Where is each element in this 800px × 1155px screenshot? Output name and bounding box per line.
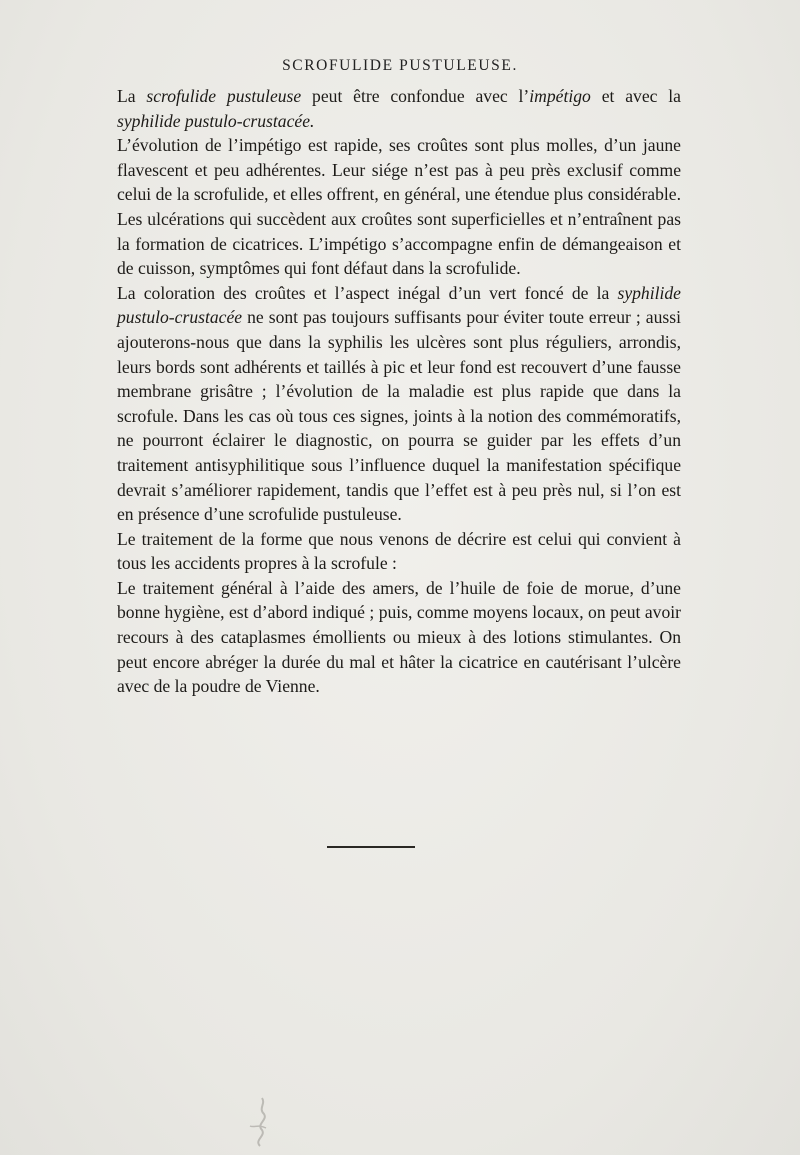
section-heading: SCROFULIDE PUSTULEUSE.	[282, 57, 518, 74]
text-run: Le traitement de la forme que nous venons de décrire est celui qui convient à tous les accidents propres à la scrofule :	[117, 528, 681, 574]
italic-text-run: scrofulide pustuleuse	[146, 86, 302, 106]
paragraph	[117, 527, 681, 576]
italic-text-run: syphilide pustulo-crustacée	[117, 282, 681, 328]
ink-smudge-mark	[232, 1090, 292, 1150]
paragraph	[117, 133, 681, 281]
text-run: La	[117, 86, 147, 106]
paragraph	[117, 576, 681, 699]
text-run: L’évolution de l’impétigo est rapide, ses croûtes sont plus molles, d’un jaune flavescent et peu adhérentes. Leur siége n’est pas à peu près exclusif comme celui de la scrofulide, et elles offrent, en général, une étendue plus considérable. Les ulcérations qui succèdent aux croûtes sont superficielles et n’entraînent pas la formation de cicatrices. L’impétigo s’accompagne enfin de démangeaison et de cuisson, symptômes qui font défaut dans la scrofulide.	[117, 135, 681, 279]
paragraph	[117, 84, 681, 133]
text-run: La coloration des croûtes et l’aspect inégal d’un vert foncé de la	[117, 282, 618, 303]
text-run: ne sont pas toujours suffisants pour éviter toute erreur ; aussi ajouterons-nous que dans la syphilis les ulcères sont plus réguliers, arrondis, leurs bords sont adhérents et taillés à pic et leur fond est recouvert d’une fausse membrane grisâtre ; l’évolution de la maladie est plus rapide que dans la scrofule. Dans les cas où tous ces signes, joints à la notion des commémoratifs, ne pourront éclairer le diagnostic, on pourra se guider par les effets d’un traitement antisyphilitique sous l’influence duquel la manifestation spécifique devrait s’améliorer rapidement, tandis que l’effet est à peu près nul, si l’on est en présence d’une scrofulide pustuleuse.	[117, 307, 681, 525]
text-run: et avec la	[590, 86, 681, 106]
body-text	[117, 84, 681, 699]
text-run: Le traitement général à l’aide des amers, de l’huile de foie de morue, d’une bonne hygiène, est d’abord indiqué ; puis, comme moyens locaux, on peut avoir recours à des cataplasmes émollients ou mieux à des lotions stimulantes. On peut encore abréger la durée du mal et hâter la cicatrice en cautérisant l’ulcère avec de la poudre de Vienne.	[117, 577, 681, 697]
section-end-rule	[327, 846, 415, 848]
text-run: peut être confondue avec l’	[301, 86, 530, 106]
paragraph	[117, 281, 681, 527]
italic-text-run: syphilide pustulo-crustacée.	[117, 110, 315, 131]
italic-text-run: impétigo	[529, 86, 591, 106]
